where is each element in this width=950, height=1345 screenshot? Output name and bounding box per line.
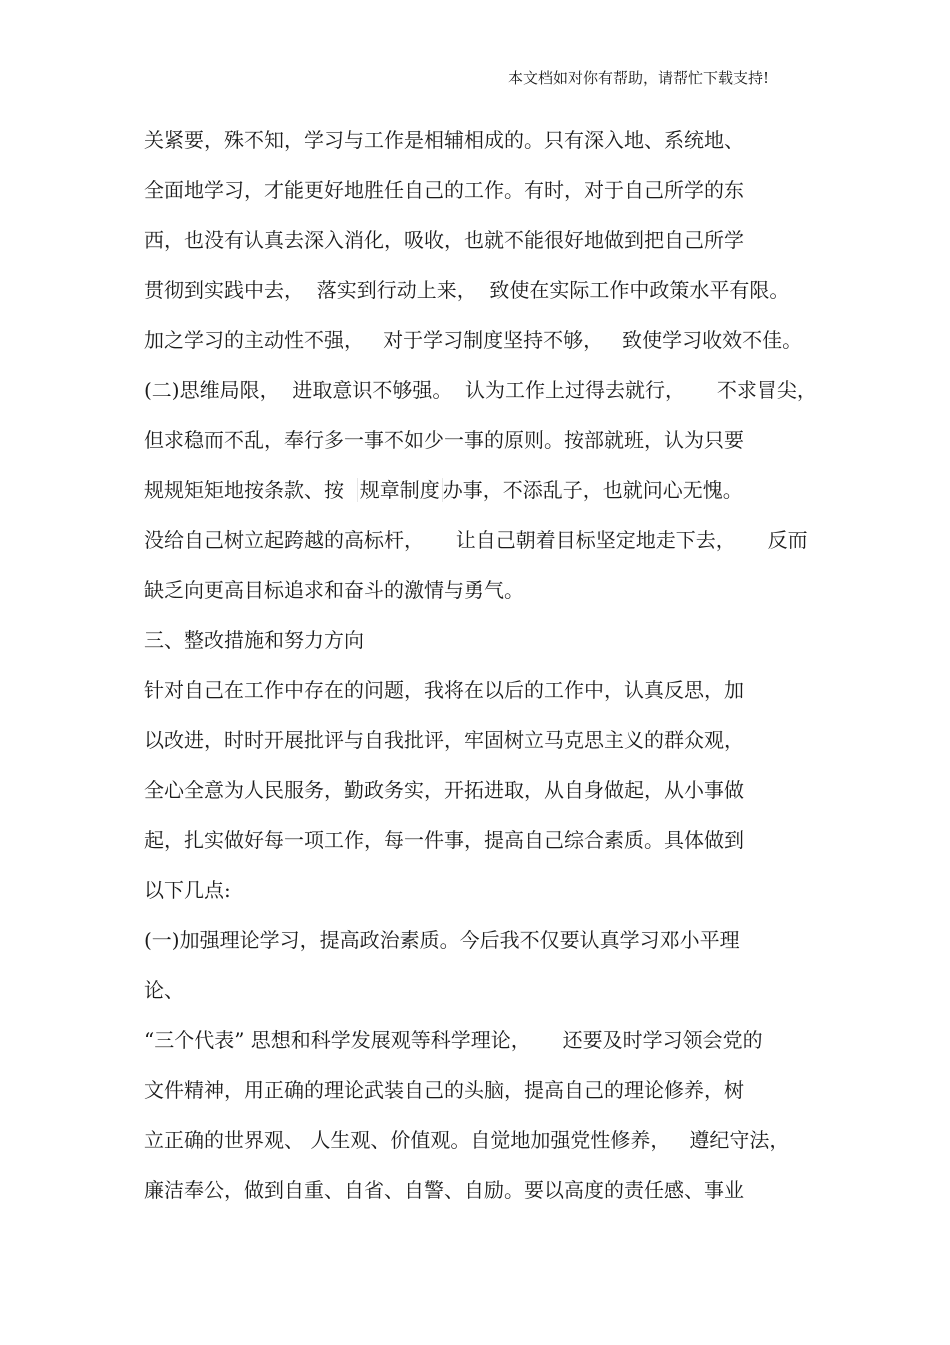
text-line: 贯彻到实践中去， 落实到行动上来， 致使在实际工作中政策水平有限。 <box>144 278 790 302</box>
text-line: 起，扎实做好每一项工作，每一件事，提高自己综合素质。具体做到 <box>144 828 744 852</box>
text-line: 关紧要，殊不知，学习与工作是相辅相成的。只有深入地、系统地、 <box>144 128 744 152</box>
text-line: 加之学习的主动性不强， 对于学习制度坚持不够， 致使学习收效不佳。 <box>144 328 803 352</box>
text-line: 论、 <box>144 978 184 1002</box>
text-line: (二)思维局限， 进取意识不够强。 认为工作上过得去就行， 不求冒尖， <box>144 378 817 402</box>
text-line: 西，也没有认真去深入消化，吸收，也就不能很好地做到把自己所学 <box>144 228 744 252</box>
text-line: 全心全意为人民服务，勤政务实，开拓进取，从自身做起，从小事做 <box>144 778 744 802</box>
text-line: 立正确的世界观、 人生观、价值观。自觉地加强党性修养， 遵纪守法， <box>144 1128 790 1152</box>
text-line: 针对自己在工作中存在的问题，我将在以后的工作中，认真反思，加 <box>144 678 744 702</box>
text-line: 廉洁奉公，做到自重、自省、自警、自励。要以高度的责任感、事业 <box>144 1178 744 1202</box>
text-line: 以下几点: <box>144 878 231 902</box>
text-line: 缺乏向更高目标追求和奋斗的激情与勇气。 <box>144 578 524 602</box>
section-heading: 三、整改措施和努力方向 <box>144 628 364 652</box>
text-line: 没给自己树立起跨越的高标杆， 让自己朝着目标坚定地走下去， 反而 <box>144 528 808 552</box>
text-line: 全面地学习，才能更好地胜任自己的工作。有时，对于自己所学的东 <box>144 178 744 202</box>
document-body <box>144 120 824 1220</box>
text-segment: 办事，不添乱子，也就问心无愧。 <box>442 478 743 502</box>
text-line: 以改进，时时开展批评与自我批评，牢固树立马克思主义的群众观， <box>144 728 744 752</box>
text-line: (一)加强理论学习，提高政治素质。今后我不仅要认真学习邓小平理 <box>144 928 740 952</box>
text-line <box>144 470 824 520</box>
text-line: 但求稳而不乱，奉行多一事不如少一事的原则。按部就班，认为只要 <box>144 428 744 452</box>
text-line: “三个代表” 思想和科学发展观等科学理论， 还要及时学习领会党的 <box>144 1028 763 1052</box>
boxed-term: 规章制度 <box>357 478 443 502</box>
text-segment: 规规矩矩地按条款、按 <box>144 478 357 502</box>
header-note: 本文档如对你有帮助，请帮忙下载支持! <box>507 69 769 87</box>
text-line: 文件精神，用正确的理论武装自己的头脑，提高自己的理论修养，树 <box>144 1078 744 1102</box>
